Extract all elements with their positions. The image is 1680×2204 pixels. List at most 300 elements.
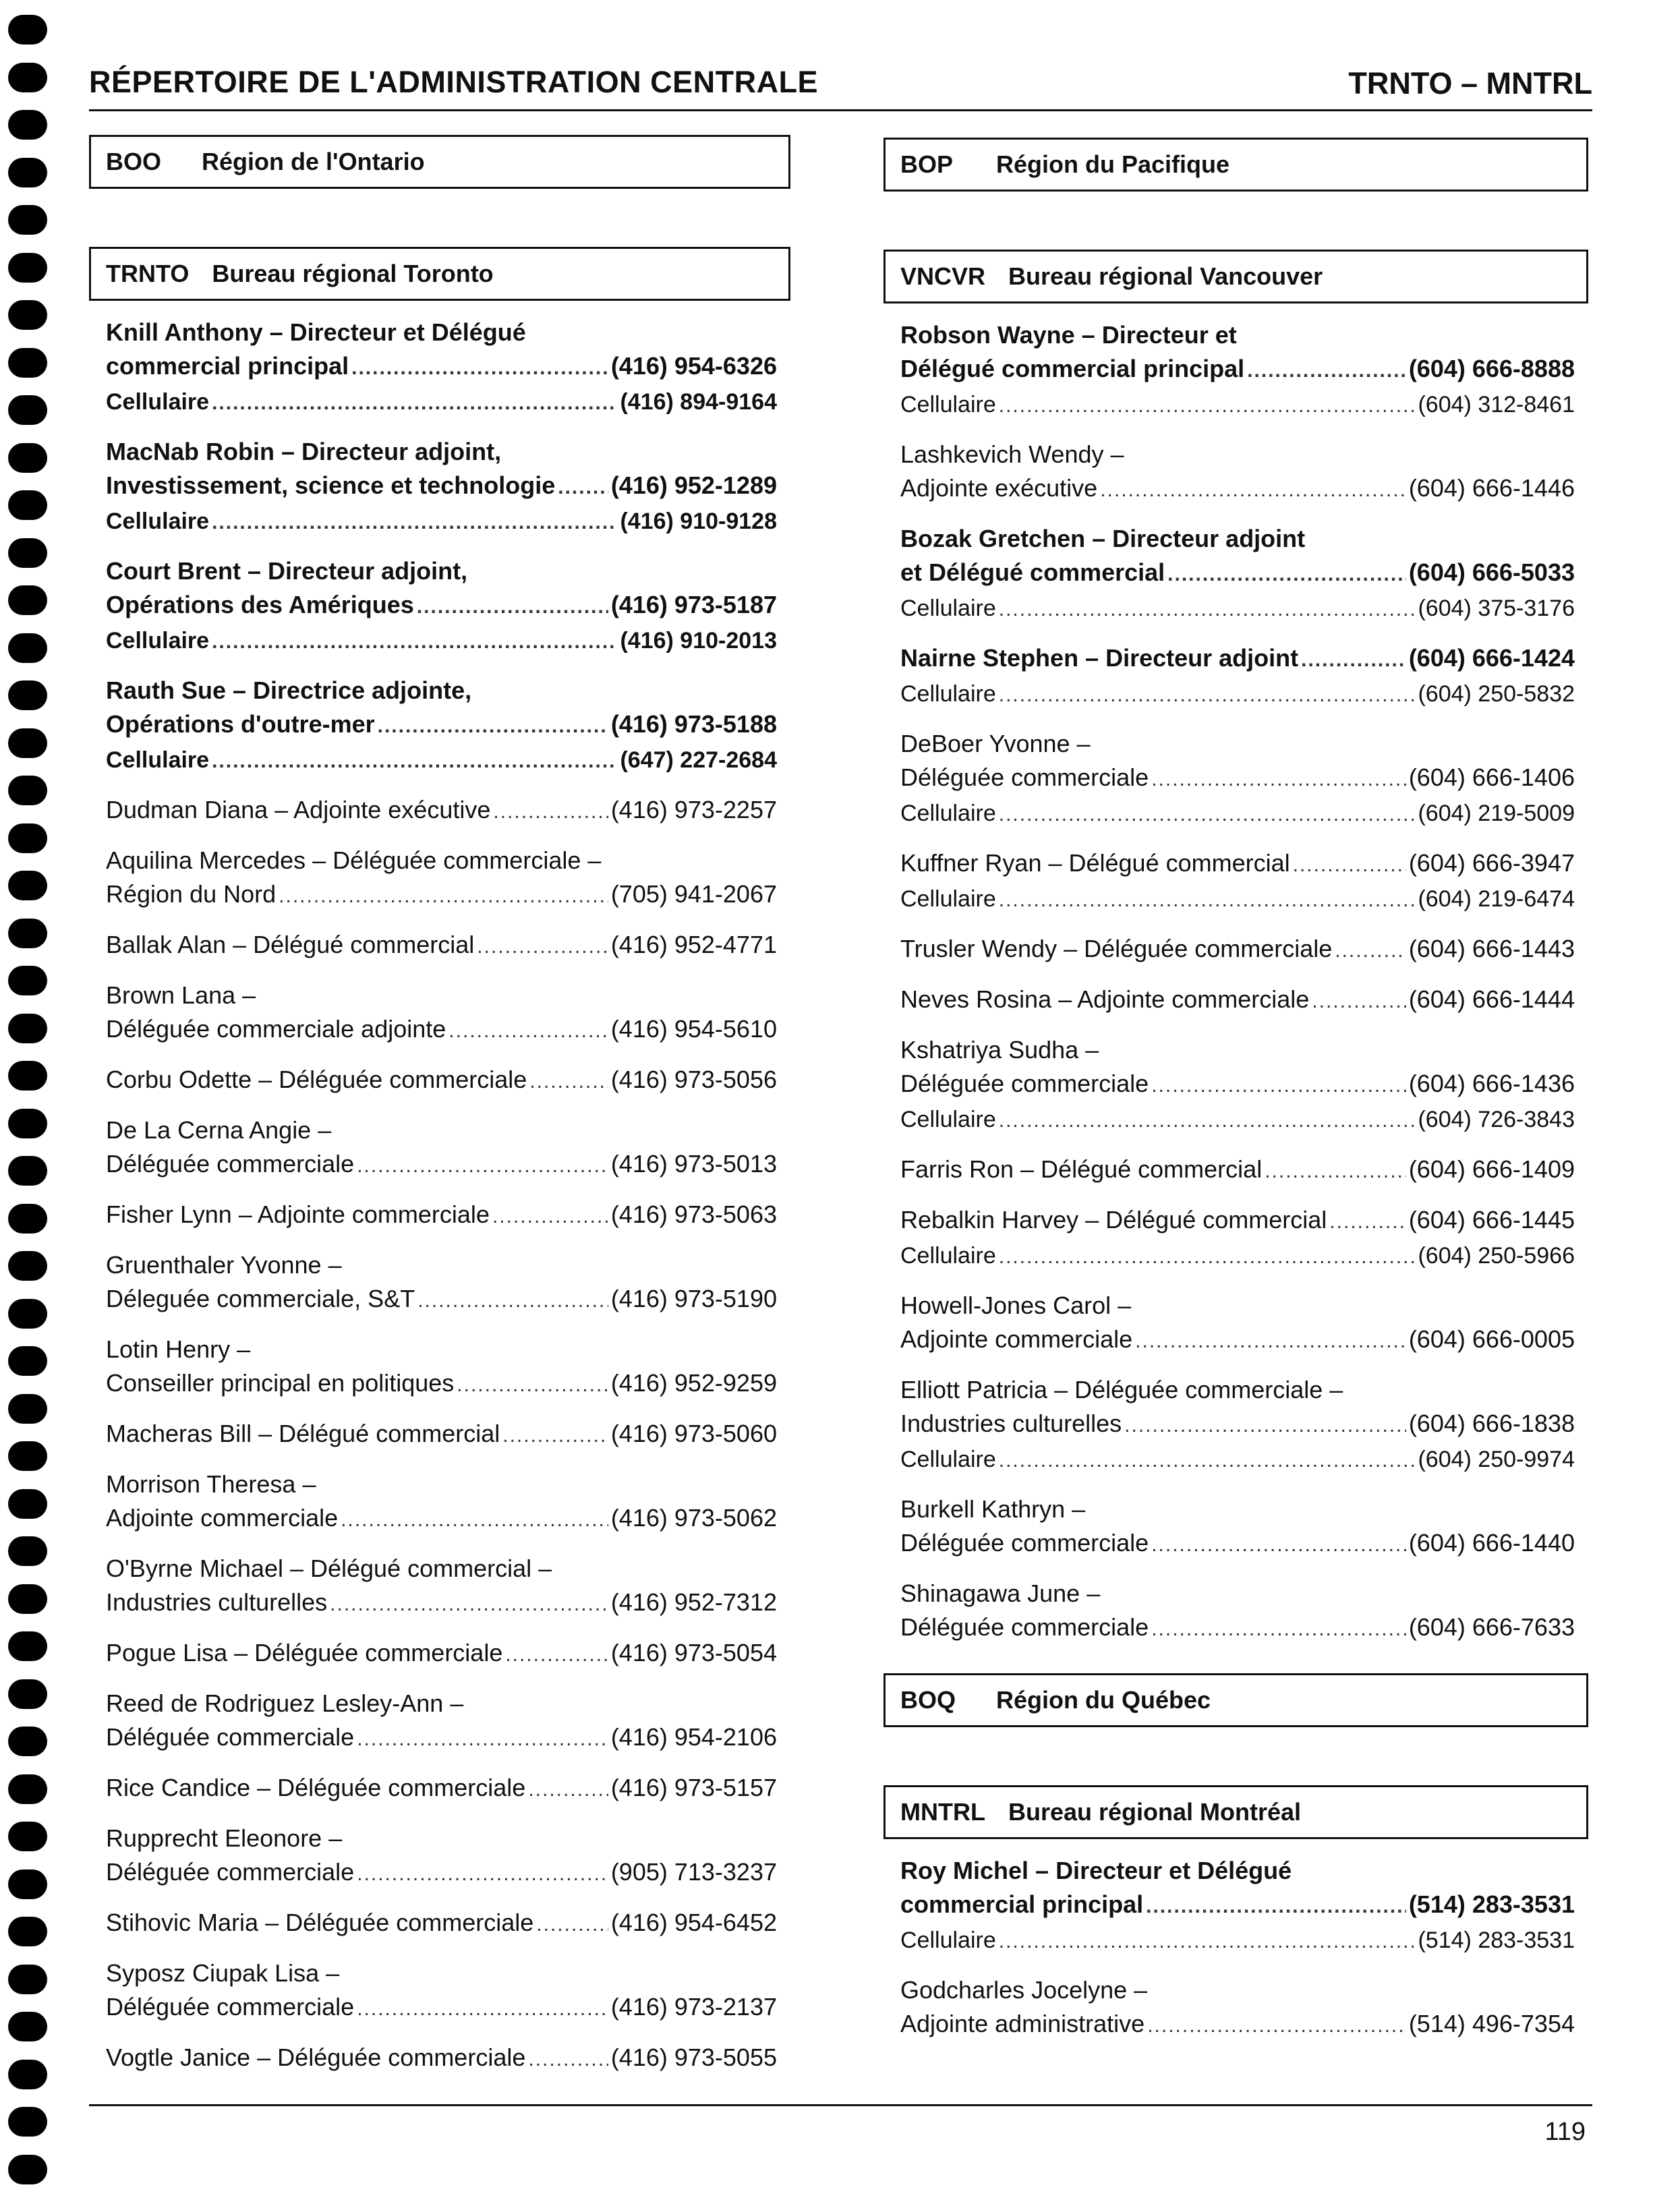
directory-entry [106, 979, 777, 1048]
cell-phone-line [900, 1443, 1575, 1478]
entry-line [900, 1153, 1575, 1188]
entry-text: Opérations d'outre-mer [106, 710, 375, 738]
binder-hole [8, 158, 47, 187]
dot-leader [212, 506, 617, 540]
header-divider [89, 109, 1592, 111]
entry-line [900, 471, 1575, 507]
dot-leader [1151, 1613, 1406, 1646]
entry-text: Dudman Diana – Adjointe exécutive [106, 796, 491, 823]
phone-number: (416) 952-9259 [610, 1369, 777, 1397]
entry-line [106, 554, 777, 588]
entry-text: Déléguée commerciale [106, 1858, 355, 1886]
cell-label: Cellulaire [900, 1447, 996, 1472]
phone-number: (416) 973-5062 [610, 1504, 777, 1532]
cell-label: Cellulaire [106, 747, 210, 773]
dot-leader [999, 389, 1416, 423]
entry-text: Burkell Kathryn – [900, 1495, 1086, 1523]
entry-text: Kuffner Ryan – Délégué commercial [900, 849, 1290, 877]
dot-leader [448, 1014, 608, 1048]
entry-line [900, 983, 1575, 1018]
dot-leader [1247, 354, 1406, 388]
left-column [89, 135, 790, 2091]
cell-label: Cellulaire [106, 389, 210, 415]
entry-line [900, 318, 1575, 352]
directory-entry [106, 1636, 777, 1672]
entry-text: Adjointe commerciale [106, 1504, 339, 1532]
binder-hole [8, 253, 47, 283]
entry-text: Morrison Theresa – [106, 1470, 316, 1498]
vancouver-directory-list [900, 318, 1575, 1646]
dot-leader [378, 709, 608, 743]
entry-line [900, 1526, 1575, 1562]
entry-text: MacNab Robin – Directeur adjoint, [106, 438, 502, 465]
entry-line [106, 1468, 777, 1501]
binder-hole [8, 1251, 47, 1281]
entry-line [106, 1248, 777, 1282]
directory-entry [106, 1198, 777, 1234]
binder-hole [8, 1489, 47, 1519]
directory-entry [900, 1854, 1575, 1959]
dot-leader [212, 745, 617, 778]
entry-line [106, 793, 777, 829]
phone-number: (514) 283-3531 [1418, 1927, 1575, 1953]
dot-leader [999, 1925, 1416, 1959]
entry-text: Fisher Lynn – Adjointe commerciale [106, 1200, 490, 1228]
cell-phone-line [106, 624, 777, 659]
entry-line [900, 1033, 1575, 1067]
entry-line [900, 761, 1575, 796]
entry-text: Syposz Ciupak Lisa – [106, 1959, 340, 1987]
entry-text: commercial principal [900, 1890, 1144, 1918]
cell-phone-line [900, 882, 1575, 917]
entry-line [900, 641, 1575, 677]
entry-text: Opérations des Amériques [106, 591, 414, 618]
cell-label: Cellulaire [900, 392, 996, 417]
directory-entry [900, 318, 1575, 423]
dot-leader [417, 1284, 608, 1318]
entry-line [106, 316, 777, 349]
entry-text: Robson Wayne – Directeur et [900, 321, 1237, 349]
entry-text: Aquilina Mercedes – Déléguée commerciale – [106, 846, 602, 874]
phone-number: (604) 375-3176 [1418, 596, 1575, 621]
entry-text: Reed de Rodriguez Lesley-Ann – [106, 1689, 464, 1717]
entry-line [106, 877, 777, 913]
office-box-montreal [884, 1785, 1588, 1839]
entry-line [106, 1636, 777, 1672]
entry-line [106, 1956, 777, 1990]
entry-line [900, 846, 1575, 882]
entry-line [900, 1973, 1575, 2007]
entry-line [106, 979, 777, 1012]
entry-text: Farris Ron – Délégué commercial [900, 1155, 1263, 1183]
cell-phone-line [106, 385, 777, 420]
entry-text: Déléguée commerciale [900, 1070, 1149, 1097]
region-box-ontario [89, 135, 790, 189]
entry-text: Trusler Wendy – Déléguée commerciale [900, 935, 1333, 962]
binder-hole [8, 1441, 47, 1471]
entry-line [900, 1323, 1575, 1358]
directory-entry [900, 1153, 1575, 1188]
montreal-directory-list [900, 1854, 1575, 2043]
cell-phone-line [900, 796, 1575, 832]
entry-text: Industries culturelles [900, 1410, 1122, 1437]
entry-line [900, 727, 1575, 761]
phone-number: (604) 219-6474 [1418, 886, 1575, 912]
entry-line [106, 1687, 777, 1720]
phone-number: (416) 973-5063 [610, 1200, 777, 1228]
phone-number: (416) 973-5056 [610, 1066, 777, 1093]
cell-phone-line [900, 1239, 1575, 1274]
phone-number: (416) 954-5610 [610, 1015, 777, 1043]
phone-number: (416) 973-5013 [610, 1150, 777, 1178]
entry-text: Adjointe exécutive [900, 474, 1098, 502]
dot-leader [357, 1857, 608, 1891]
region-name: Région de l'Ontario [202, 148, 425, 175]
phone-number: (604) 666-1443 [1408, 935, 1575, 962]
directory-entry [900, 932, 1575, 968]
dot-leader [999, 1444, 1416, 1478]
cell-label: Cellulaire [900, 596, 996, 621]
region-code: BOQ [900, 1686, 956, 1714]
entry-text: Neves Rosina – Adjointe commerciale [900, 985, 1310, 1013]
binder-hole [8, 966, 47, 995]
phone-number: (604) 312-8461 [1418, 392, 1575, 417]
entry-text: Rupprecht Eleonore – [106, 1824, 343, 1852]
entry-line [106, 1147, 777, 1183]
dot-leader [999, 798, 1416, 832]
entry-line [900, 352, 1575, 388]
region-box-pacific [884, 138, 1588, 192]
binder-hole [8, 2060, 47, 2089]
dot-leader [492, 1200, 608, 1234]
dot-leader [528, 1773, 608, 1807]
dot-leader [999, 1240, 1416, 1274]
dot-leader [1265, 1155, 1406, 1188]
phone-number: (416) 973-5060 [610, 1420, 777, 1447]
phone-number: (604) 666-1406 [1408, 763, 1575, 791]
region-box-quebec [884, 1673, 1588, 1727]
entry-text: Shinagawa June – [900, 1579, 1101, 1607]
dot-leader [279, 879, 608, 913]
phone-number: (416) 952-7312 [610, 1588, 777, 1616]
phone-number: (416) 973-5054 [610, 1639, 777, 1666]
cell-phone-line [106, 504, 777, 540]
cell-label: Cellulaire [106, 509, 210, 534]
entry-line [106, 1822, 777, 1855]
entry-line [106, 1990, 777, 2026]
entry-text: Bozak Gretchen – Directeur adjoint [900, 525, 1306, 552]
entry-line [106, 1771, 777, 1807]
phone-number: (705) 941-2067 [610, 880, 777, 908]
dot-leader [357, 1722, 608, 1756]
phone-number: (604) 666-1409 [1408, 1155, 1575, 1183]
entry-line [900, 1203, 1575, 1239]
binder-hole [8, 680, 47, 710]
binder-hole [8, 776, 47, 805]
dot-leader [999, 593, 1416, 627]
entry-line [900, 1067, 1575, 1103]
phone-number: (416) 952-1289 [610, 471, 777, 499]
phone-number: (604) 666-0005 [1408, 1325, 1575, 1353]
directory-entry [106, 1248, 777, 1318]
cell-label: Cellulaire [900, 681, 996, 707]
entry-line [106, 707, 777, 743]
entry-text: Déléguée commerciale [900, 763, 1149, 791]
entry-text: Godcharles Jocelyne – [900, 1976, 1148, 2004]
entry-text: commercial principal [106, 352, 349, 380]
binder-hole [8, 443, 47, 473]
directory-entry [106, 2041, 777, 2077]
binder-hole [8, 1917, 47, 1946]
entry-line [106, 1855, 777, 1891]
dot-leader [505, 1638, 608, 1672]
phone-number: (647) 227-2684 [620, 747, 777, 773]
directory-entry [106, 844, 777, 913]
page-title: RÉPERTOIRE DE L'ADMINISTRATION CENTRALE [89, 65, 819, 99]
entry-text: Région du Nord [106, 880, 277, 908]
entry-line [900, 1577, 1575, 1611]
dot-leader [351, 351, 608, 385]
directory-entry [900, 522, 1575, 627]
cell-label: Cellulaire [900, 1927, 996, 1953]
cell-phone-line [900, 1923, 1575, 1959]
directory-entry [106, 1822, 777, 1891]
dot-leader [1329, 1205, 1406, 1239]
dot-leader [357, 1149, 608, 1183]
phone-number: (604) 666-3947 [1408, 849, 1575, 877]
entry-text: Knill Anthony – Directeur et Délégué [106, 318, 526, 346]
dot-leader [1151, 1069, 1406, 1103]
binder-hole [8, 633, 47, 663]
directory-entry [900, 641, 1575, 712]
phone-number: (604) 666-1838 [1408, 1410, 1575, 1437]
entry-line [900, 932, 1575, 968]
entry-text: Déléguée commerciale [106, 1150, 355, 1178]
binder-hole [8, 1346, 47, 1376]
dot-leader [999, 678, 1416, 712]
phone-number: (604) 666-1440 [1408, 1529, 1575, 1557]
cell-phone-line [900, 1103, 1575, 1138]
office-box-toronto [89, 247, 790, 301]
directory-entry [106, 1063, 777, 1099]
binder-hole [8, 871, 47, 900]
entry-line [900, 1888, 1575, 1923]
entry-line [106, 1366, 777, 1402]
region-name: Région du Québec [996, 1686, 1211, 1714]
right-column [884, 138, 1588, 2058]
dot-leader [1167, 558, 1406, 591]
directory-entry [106, 1468, 777, 1537]
entry-line [106, 1417, 777, 1453]
footer-divider [89, 2104, 1592, 2106]
entry-text: DeBoer Yvonne – [900, 730, 1091, 757]
entry-text: Kshatriya Sudha – [900, 1036, 1099, 1064]
phone-number: (416) 952-4771 [610, 931, 777, 958]
binder-hole [8, 63, 47, 92]
entry-line [106, 1720, 777, 1756]
phone-number: (416) 894-9164 [620, 389, 777, 415]
entry-line [900, 556, 1575, 591]
dot-leader [1312, 985, 1406, 1018]
directory-entry [106, 316, 777, 420]
region-code: BOO [106, 148, 162, 175]
entry-text: Investissement, science et technologie [106, 471, 556, 499]
entry-line [106, 1113, 777, 1147]
phone-number: (604) 219-5009 [1418, 801, 1575, 826]
directory-entry [106, 1552, 777, 1621]
binder-hole [8, 395, 47, 425]
cell-phone-line [900, 591, 1575, 627]
dot-leader [1147, 2009, 1406, 2043]
phone-number: (416) 973-5187 [610, 591, 777, 618]
directory-entry [900, 1033, 1575, 1138]
entry-line [900, 1373, 1575, 1407]
directory-entry [900, 1289, 1575, 1358]
binder-hole [8, 2155, 47, 2184]
office-name: Bureau régional Toronto [212, 260, 494, 287]
entry-line [106, 1198, 777, 1234]
entry-text: Déléguée commerciale [106, 1993, 355, 2021]
binder-hole [8, 919, 47, 948]
office-name: Bureau régional Vancouver [1008, 262, 1323, 290]
entry-line [106, 588, 777, 624]
entry-text: Délégué commercial principal [900, 355, 1245, 382]
entry-text: Corbu Odette – Déléguée commerciale [106, 1066, 527, 1093]
cell-label: Cellulaire [900, 1107, 996, 1132]
binder-hole [8, 538, 47, 568]
phone-number: (604) 666-1424 [1408, 644, 1575, 672]
phone-number: (416) 954-6326 [610, 352, 777, 380]
binder-hole [8, 348, 47, 378]
dot-leader [1146, 1890, 1406, 1923]
binder-hole [8, 1727, 47, 1756]
entry-text: Conseiller principal en politiques [106, 1369, 455, 1397]
entry-text: Macheras Bill – Délégué commercial [106, 1420, 500, 1447]
entry-line [900, 1289, 1575, 1323]
dot-leader [528, 2043, 608, 2077]
dot-leader [502, 1419, 608, 1453]
directory-entry [900, 1492, 1575, 1562]
dot-leader [558, 471, 608, 504]
entry-text: O'Byrne Michael – Délégué commercial – [106, 1555, 552, 1582]
binder-hole [8, 1156, 47, 1186]
directory-entry [106, 554, 777, 659]
entry-line [900, 1407, 1575, 1443]
phone-number: (416) 954-6452 [610, 1909, 777, 1936]
directory-entry [900, 727, 1575, 832]
entry-text: Déleguée commerciale, S&T [106, 1285, 415, 1312]
office-box-vancouver [884, 250, 1588, 303]
office-code: MNTRL [900, 1798, 985, 1826]
entry-line [106, 1333, 777, 1366]
directory-entry [900, 846, 1575, 917]
directory-entry [900, 1373, 1575, 1478]
entry-line [106, 1586, 777, 1621]
binder-hole [8, 823, 47, 853]
binder-hole [8, 2107, 47, 2137]
directory-entry [106, 1687, 777, 1756]
entry-line [106, 435, 777, 469]
binder-hole [8, 585, 47, 615]
directory-entry [900, 1577, 1575, 1646]
binder-hole [8, 1061, 47, 1091]
phone-number: (416) 973-5190 [610, 1285, 777, 1312]
binder-hole [8, 1584, 47, 1614]
dot-leader [1135, 1325, 1406, 1358]
binder-hole [8, 1774, 47, 1804]
phone-number: (514) 496-7354 [1408, 2010, 1575, 2037]
entry-line [106, 1012, 777, 1048]
directory-entry [106, 1333, 777, 1402]
phone-number: (604) 666-7633 [1408, 1613, 1575, 1641]
office-code: TRNTO [106, 260, 190, 287]
entry-text: Déléguée commerciale [106, 1723, 355, 1751]
cell-phone-line [900, 677, 1575, 712]
phone-number: (416) 910-9128 [620, 509, 777, 534]
entry-text: Rice Candice – Déléguée commerciale [106, 1774, 526, 1801]
entry-text: Stihovic Maria – Déléguée commerciale [106, 1909, 534, 1936]
phone-number: (416) 910-2013 [620, 628, 777, 654]
entry-line [900, 1492, 1575, 1526]
entry-line [106, 349, 777, 385]
phone-number: (604) 726-3843 [1418, 1107, 1575, 1132]
phone-number: (416) 954-2106 [610, 1723, 777, 1751]
directory-entry [900, 983, 1575, 1018]
entry-line [106, 2041, 777, 2077]
binder-hole [8, 1679, 47, 1709]
cell-label: Cellulaire [900, 801, 996, 826]
entry-line [106, 1906, 777, 1942]
dot-leader [1335, 934, 1406, 968]
phone-number: (604) 250-9974 [1418, 1447, 1575, 1472]
binder-hole [8, 1965, 47, 1994]
entry-line [106, 1282, 777, 1318]
cell-phone-line [900, 388, 1575, 423]
directory-entry [106, 1113, 777, 1183]
directory-entry [106, 435, 777, 540]
dot-leader [1100, 473, 1406, 507]
entry-text: Elliott Patricia – Déléguée commerciale – [900, 1376, 1343, 1403]
entry-text: Déléguée commerciale [900, 1613, 1149, 1641]
entry-text: Adjointe administrative [900, 2010, 1145, 2037]
cell-label: Cellulaire [900, 886, 996, 912]
binder-hole [8, 205, 47, 235]
dot-leader [1124, 1409, 1406, 1443]
entry-text: Court Brent – Directeur adjoint, [106, 557, 468, 585]
entry-text: Pogue Lisa – Déléguée commerciale [106, 1639, 503, 1666]
entry-text: Lotin Henry – [106, 1335, 251, 1363]
dot-leader [1301, 643, 1406, 677]
phone-number: (416) 973-2257 [610, 796, 777, 823]
entry-text: Déléguée commerciale adjointe [106, 1015, 446, 1043]
binder-hole [8, 1394, 47, 1424]
dot-leader [536, 1908, 608, 1942]
region-name: Région du Pacifique [996, 150, 1230, 178]
phone-number: (604) 666-5033 [1408, 558, 1575, 586]
entry-text: Rauth Sue – Directrice adjointe, [106, 676, 472, 704]
entry-text: Roy Michel – Directeur et Délégué [900, 1857, 1292, 1884]
phone-number: (604) 666-1445 [1408, 1206, 1575, 1234]
phone-number: (416) 973-5157 [610, 1774, 777, 1801]
binder-hole [8, 1631, 47, 1661]
binder-hole [8, 110, 47, 140]
cell-label: Cellulaire [900, 1243, 996, 1269]
entry-line [900, 2007, 1575, 2043]
dot-leader [999, 883, 1416, 917]
dot-leader [330, 1588, 608, 1621]
entry-text: Howell-Jones Carol – [900, 1292, 1132, 1319]
dot-leader [417, 590, 608, 624]
